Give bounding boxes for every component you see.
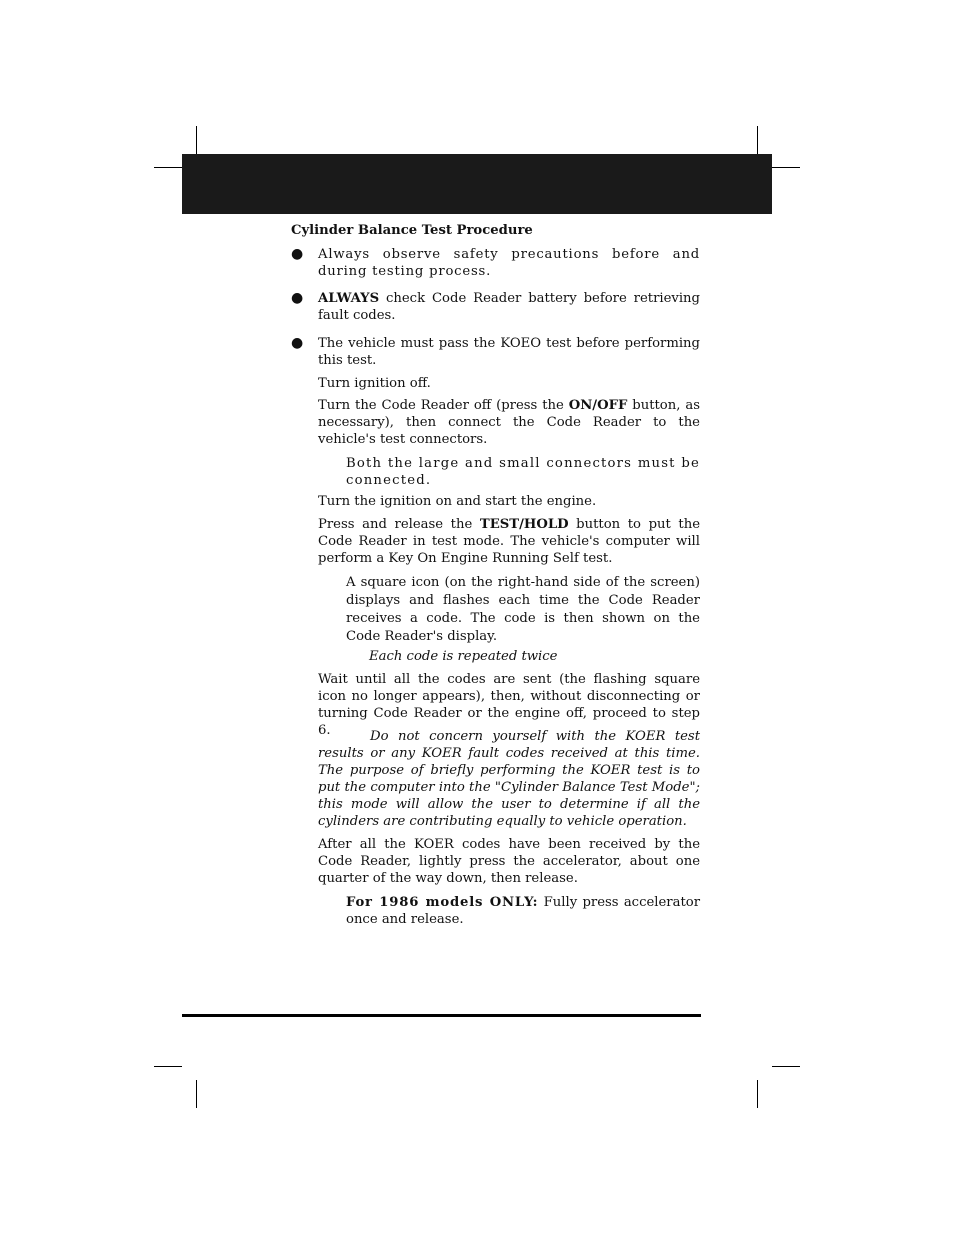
step-text: button, as necessary), then connect the Code Reader to the vehicle's test connectors.	[318, 398, 700, 447]
bullet-dot: ●	[291, 335, 304, 351]
header-band	[182, 154, 772, 214]
note-1986-models	[346, 894, 700, 928]
note-code-repeated: Each code is repeated twice	[369, 649, 558, 664]
on-off-button-label: ON/OFF	[568, 398, 628, 413]
note-koer: Do not concern yourself with the KOER test results or any KOER fault codes received at this time. The purpose of briefly performing the KOER test is to put the computer into the "Cylinder Balance Test Mode"; this mode will allow the user to determine if all the cylinders are contributing equally to vehicle operation.	[318, 729, 700, 829]
crop-mark-bottom-left-horizontal	[154, 1066, 182, 1067]
step-text: Turn the Code Reader off (press the	[318, 398, 569, 413]
crop-mark-bottom-right-vertical	[757, 1080, 758, 1108]
bullet-item-safety	[318, 246, 700, 280]
step-accelerator: After all the KOER codes have been received by the Code Reader, lightly press the accelerator, about one quarter of the way down, then release.	[318, 837, 700, 886]
bullet-text: Always observe safety precautions before and during testing process.	[318, 247, 700, 279]
bullet-dot: ●	[291, 246, 304, 262]
crop-mark-top-left-horizontal	[154, 167, 182, 168]
footer-rule	[182, 1014, 701, 1017]
crop-mark-bottom-right-horizontal	[772, 1066, 800, 1067]
test-hold-button-label: TEST/HOLD	[479, 517, 569, 532]
step-wait: Wait until all the codes are sent (the flashing square icon no longer appears), then, without disconnecting or turning Code Reader or the engine off, proceed to step 6.	[318, 672, 700, 738]
crop-mark-bottom-left-vertical	[196, 1080, 197, 1108]
step-reader-off	[318, 397, 700, 448]
bullet-bold-lead: ALWAYS	[318, 291, 380, 306]
crop-mark-top-right-vertical	[757, 126, 758, 154]
bullet-item-koeo	[318, 335, 700, 369]
note-square-icon: A square icon (on the right-hand side of the screen) displays and flashes each time the Code Reader receives a code. The code is then shown on the Code Reader's display.	[346, 575, 700, 644]
step-text: button to put the Code Reader in test mode. The vehicle's computer will perform a Key On Engine Running Self test.	[318, 517, 700, 566]
models-text: Fully press accelerator once and release.	[346, 895, 700, 927]
step-text: Press and release the	[318, 517, 480, 532]
section-title: Cylinder Balance Test Procedure	[291, 223, 533, 238]
bullet-item-battery	[318, 290, 700, 324]
note-connectors: Both the large and small connectors must be connected.	[346, 456, 700, 488]
models-bold-lead: For 1986 models ONLY:	[346, 895, 539, 910]
step-press-test-hold	[318, 516, 700, 567]
bullet-text: check Code Reader battery before retrieving fault codes.	[318, 291, 700, 323]
step-start-engine: Turn the ignition on and start the engine.	[318, 494, 597, 509]
bullet-text: The vehicle must pass the KOEO test before performing this test.	[318, 336, 700, 368]
crop-mark-top-right-horizontal	[772, 167, 800, 168]
bullet-dot: ●	[291, 290, 304, 306]
crop-mark-top-left-vertical	[196, 126, 197, 154]
step-ignition-off: Turn ignition off.	[318, 376, 431, 391]
